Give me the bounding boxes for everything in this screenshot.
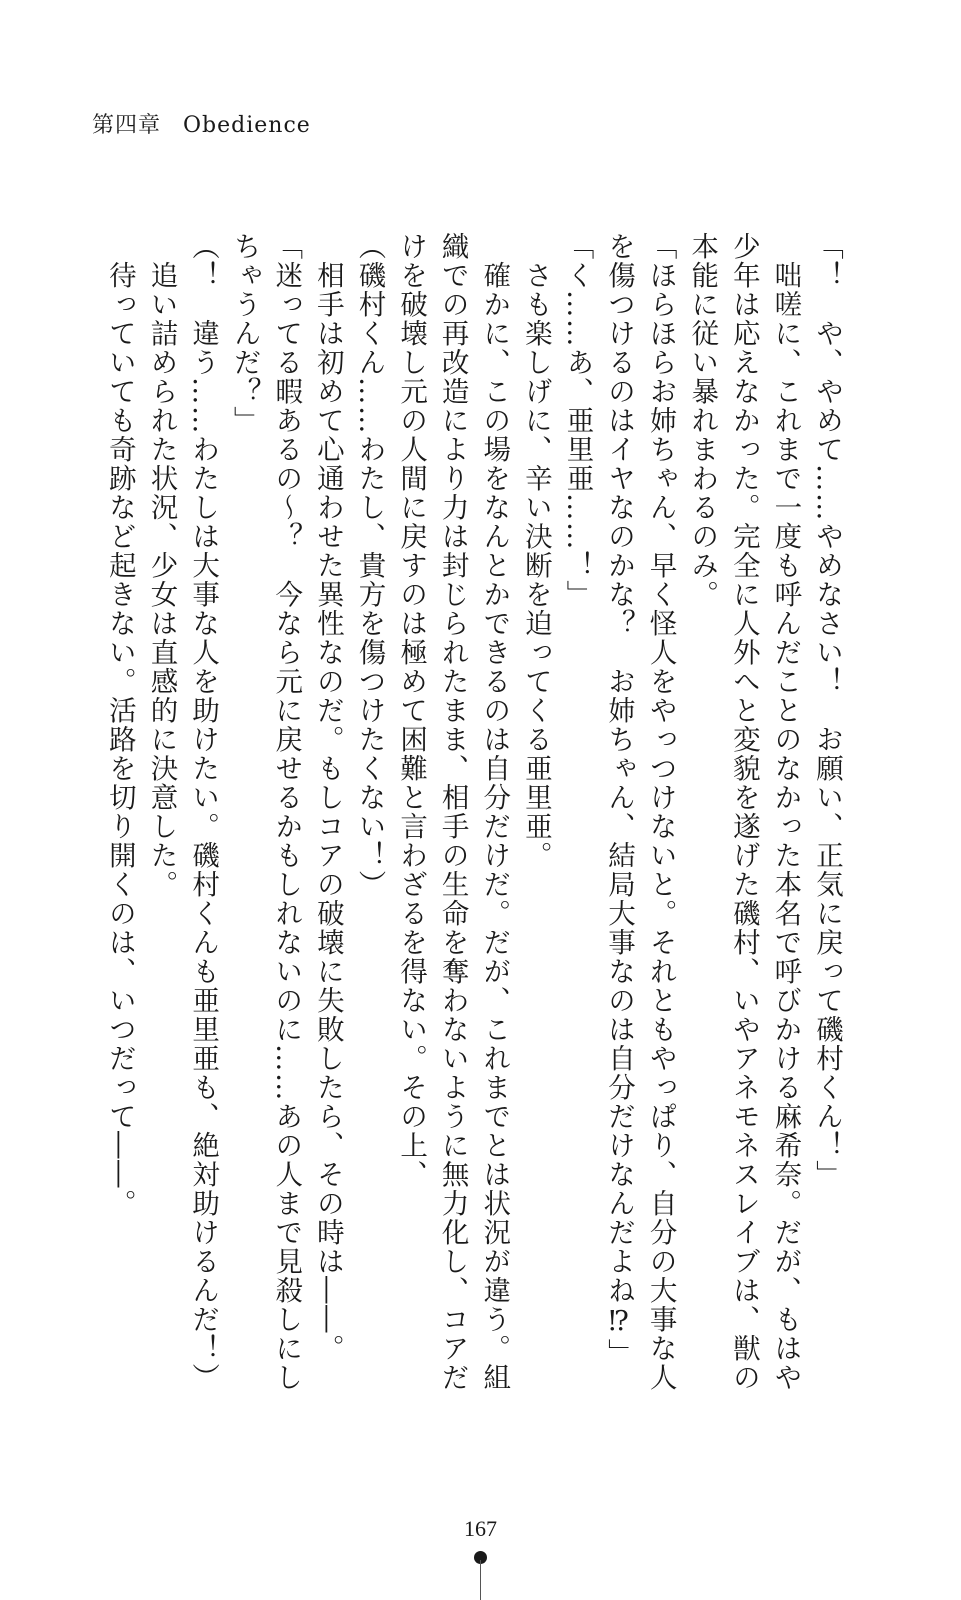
text-line: 「く……あ、亜里亜……！」	[561, 232, 594, 609]
text-line: （磯村くん……わたし、貴方を傷つけたくない！）	[353, 232, 386, 899]
text-line: 咄嗟に、これまで一度も呼んだことのなかった本名で呼びかける麻希奈。だが、もはや	[769, 232, 802, 1392]
text-line: 「迷ってる暇あるの〜？ 今なら元に戻せるかもしれないのに……あの人まで見殺しにし	[270, 232, 303, 1392]
chapter-title: Obedience	[183, 113, 311, 138]
text-line: を傷つけるのはイヤなのかな？ お姉ちゃん、結局大事なのは自分だけなんだよね⁉」	[603, 232, 636, 1368]
text-line: 待っていても奇跡など起きない。活路を切り開くのは、いつだって――。	[103, 232, 136, 1218]
text-line: 相手は初めて心通わせた異性なのだ。もしコアの破壊に失敗したら、その時は――。	[311, 232, 344, 1363]
text-line: 織での再改造により力は封じられたまま、相手の生命を奪わないように無力化し、コアだ	[436, 232, 469, 1392]
text-line: 確かに、この場をなんとかできるのは自分だけだ。だが、これまでとは状況が違う。組	[478, 232, 511, 1392]
vertical-text-block	[98, 232, 847, 1392]
running-head	[92, 108, 311, 139]
chapter-label: 第四章	[92, 113, 162, 138]
text-line: ちゃうんだ？」	[228, 232, 261, 435]
text-line: さも楽しげに、辛い決断を迫ってくる亜里亜。	[519, 232, 552, 870]
text-line: けを破壊し元の人間に戻すのは極めて困難と言わざるを得ない。その上、	[395, 232, 428, 1189]
text-line: 「ほらほらお姉ちゃん、早く怪人をやっつけないと。それともやっぱり、自分の大事な人	[644, 232, 677, 1392]
text-line: 追い詰められた状況、少女は直感的に決意した。	[145, 232, 178, 899]
page-marker-line	[480, 1560, 481, 1600]
page-number: 167	[464, 1516, 497, 1541]
text-line: （！ 違う……わたしは大事な人を助けたい。磯村くんも亜里亜も、絶対助けるんだ！）	[187, 232, 220, 1392]
text-line: 「！ や、やめて……やめなさい！ お願い、正気に戻って磯村くん！」	[811, 232, 843, 1189]
text-line: 本能に従い暴れまわるのみ。	[686, 232, 719, 609]
text-line: 少年は応えなかった。完全に人外へと変貌を遂げた磯村、いやアネモネスレイブは、獣の	[727, 232, 760, 1392]
